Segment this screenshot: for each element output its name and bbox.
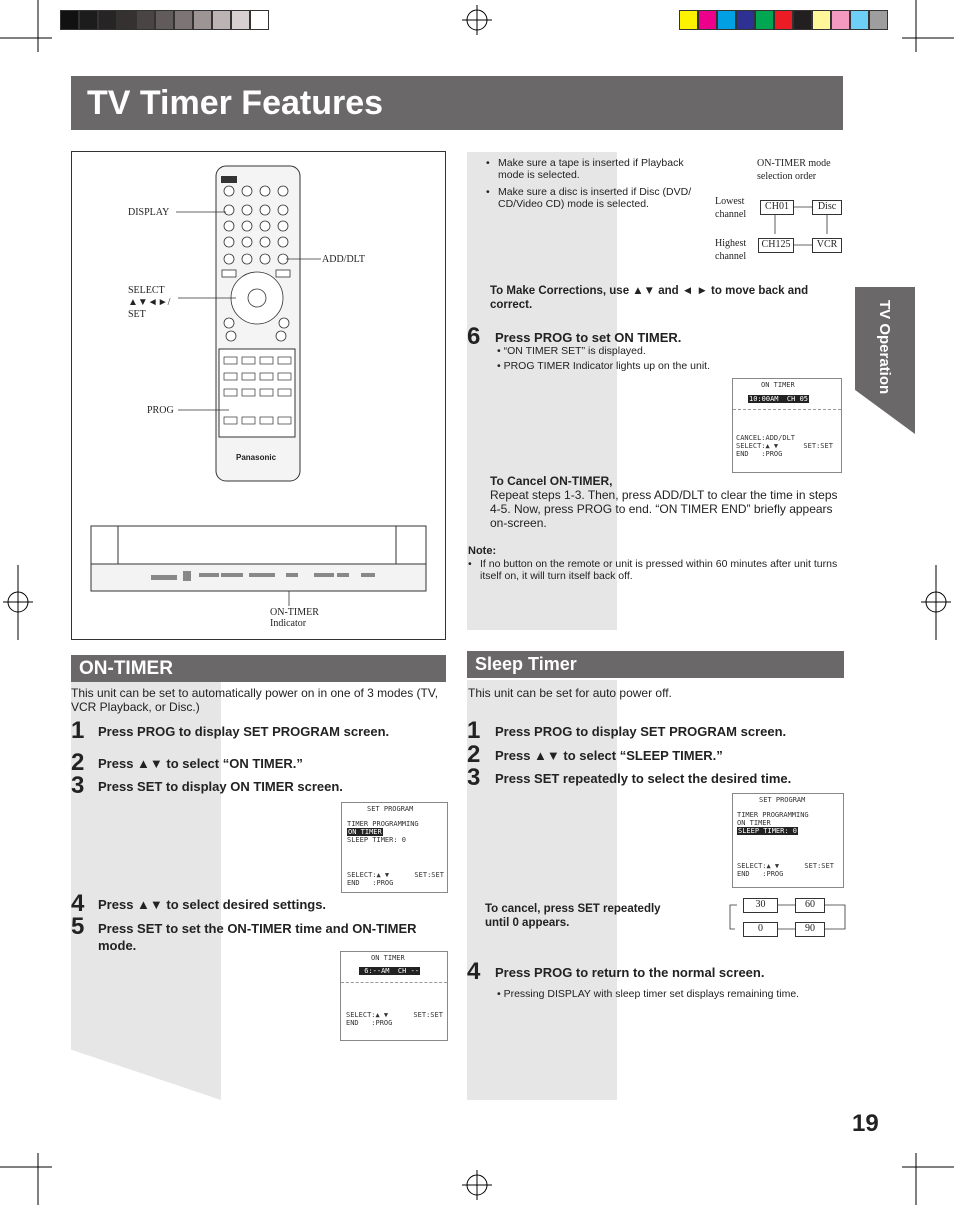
note-heading: Note: (468, 545, 497, 557)
sleep-step-1-num: 1 (467, 717, 481, 744)
gray-swatch (136, 10, 155, 30)
highest-channel-label: Highest channel (715, 238, 747, 262)
sleep-60: 60 (795, 898, 825, 913)
color-swatch (698, 10, 717, 30)
page-number: 19 (852, 1110, 879, 1137)
color-swatch (812, 10, 831, 30)
color-swatch (679, 10, 698, 30)
brand-logo: Panasonic (236, 453, 277, 462)
set-program-screen-2: SET PROGRAM TIMER PROGRAMMING ON TIMER SLEEP TIMER: 0 SELECT:▲ ▼ SET:SET END :PROG (732, 793, 844, 888)
cancel-heading: To Cancel ON-TIMER, (490, 474, 613, 488)
color-swatch (717, 10, 736, 30)
on-timer-indicator-label: ON-TIMER Indicator (270, 607, 319, 629)
sleep-step-2-text: Press ▲▼ to select “SLEEP TIMER.” (495, 748, 723, 763)
prog-label: PROG (147, 405, 174, 416)
on-step-4-text: Press ▲▼ to select desired settings. (98, 897, 327, 912)
sleep-90: 90 (795, 922, 825, 937)
gray-swatch (174, 10, 193, 30)
gray-swatch (212, 10, 231, 30)
gray-swatch (60, 10, 79, 30)
bullet-tape: • Make sure a tape is inserted if Playback mode is selected. (486, 157, 684, 181)
gray-color-bar (60, 10, 269, 30)
on-timer-screen: ON TIMER 6:--AM CH -- SELECT:▲ ▼ SET:SET END :PROG (340, 951, 448, 1041)
color-swatch (793, 10, 812, 30)
add-dlt-label: ADD/DLT (322, 254, 365, 265)
mode-ch01: CH01 (760, 200, 794, 215)
gray-swatch (250, 10, 269, 30)
gray-swatch (231, 10, 250, 30)
note-text: • If no button on the remote or unit is pressed within 60 minutes after unit turns itself on, it will turn itself back off. (468, 558, 838, 582)
page-title: TV Timer Features (87, 84, 384, 122)
mode-ch125: CH125 (758, 238, 794, 253)
color-swatch (850, 10, 869, 30)
gray-swatch (155, 10, 174, 30)
on-timer-heading: ON-TIMER (71, 655, 446, 682)
select-label: SELECT ▲▼◄►/ SET (128, 285, 171, 320)
mode-disc: Disc (812, 200, 842, 215)
mode-order-label: ON-TIMER mode selection order (757, 158, 831, 182)
step-6-num: 6 (467, 323, 481, 350)
corrections-text: To Make Corrections, use ▲▼ and ◄ ► to move back and correct. (490, 285, 809, 311)
sleep-timer-intro: This unit can be set for auto power off. (468, 686, 672, 700)
on-step-3-num: 3 (71, 772, 85, 799)
gray-swatch (98, 10, 117, 30)
sleep-step-4-num: 4 (467, 958, 481, 985)
on-step-1-num: 1 (71, 717, 85, 744)
lowest-channel-label: Lowest channel (715, 196, 747, 220)
on-timer-intro: This unit can be set to automatically power on in one of 3 modes (TV, VCR Playback, or Disc.) (71, 686, 439, 714)
sleep-step-1-text: Press PROG to display SET PROGRAM screen. (495, 724, 787, 739)
on-step-1-text: Press PROG to display SET PROGRAM screen. (98, 724, 390, 739)
side-tab-label: TV Operation (876, 300, 893, 395)
gray-swatch (79, 10, 98, 30)
gray-swatch (193, 10, 212, 30)
sleep-30: 30 (743, 898, 778, 913)
step-6-text: Press PROG to set ON TIMER. (495, 330, 682, 345)
gray-swatch (117, 10, 136, 30)
display-label: DISPLAY (128, 207, 170, 218)
set-program-screen-1: SET PROGRAM TIMER PROGRAMMING ON TIMER SLEEP TIMER: 0 SELECT:▲ ▼ SET:SET END :PROG (341, 802, 448, 893)
sleep-step-2-num: 2 (467, 741, 481, 768)
bullet-disc: • Make sure a disc is inserted if Disc (DVD/ CD/Video CD) mode is selected. (486, 186, 692, 210)
on-timer-set-screen: ON TIMER 10:00AM CH 05 CANCEL:ADD/DLT SELECT:▲ ▼ SET:SET END :PROG (732, 378, 842, 473)
sleep-0: 0 (743, 922, 778, 937)
sleep-step-4-bullet: • Pressing DISPLAY with sleep timer set displays remaining time. (497, 988, 800, 1000)
step-6-bullet-2: • PROG TIMER Indicator lights up on the unit. (497, 360, 710, 372)
left-gray-bg (71, 680, 221, 1100)
sleep-cancel-text: To cancel, press SET repeatedly until 0 appears. (485, 903, 661, 929)
sleep-timer-heading: Sleep Timer (467, 651, 844, 678)
color-swatch (831, 10, 850, 30)
on-step-5-num: 5 (71, 913, 85, 940)
mode-vcr: VCR (812, 238, 842, 253)
color-bar (679, 10, 888, 30)
cancel-text: Repeat steps 1-3. Then, press ADD/DLT to clear the time in steps 4-5. Now, press PROG to end. “ON TIMER END” briefly appears on-screen. (490, 488, 838, 530)
on-step-5-text: Press SET to set the ON-TIMER time and ON-TIMER mode. (98, 921, 417, 953)
sleep-step-3-text: Press SET repeatedly to select the desired time. (495, 771, 792, 786)
step-6-bullet-1: • “ON TIMER SET” is displayed. (497, 345, 646, 357)
sleep-step-4-text: Press PROG to return to the normal screen. (495, 965, 765, 980)
right-gray-bg-bottom (467, 680, 617, 1100)
color-swatch (755, 10, 774, 30)
sleep-step-3-num: 3 (467, 764, 481, 791)
color-swatch (774, 10, 793, 30)
on-step-4-num: 4 (71, 890, 85, 917)
remote-and-unit-illustration (71, 151, 446, 640)
on-step-3-text: Press SET to display ON TIMER screen. (98, 779, 343, 794)
on-step-2-text: Press ▲▼ to select “ON TIMER.” (98, 756, 303, 771)
on-step-2-num: 2 (71, 749, 85, 776)
color-swatch (869, 10, 888, 30)
color-swatch (736, 10, 755, 30)
